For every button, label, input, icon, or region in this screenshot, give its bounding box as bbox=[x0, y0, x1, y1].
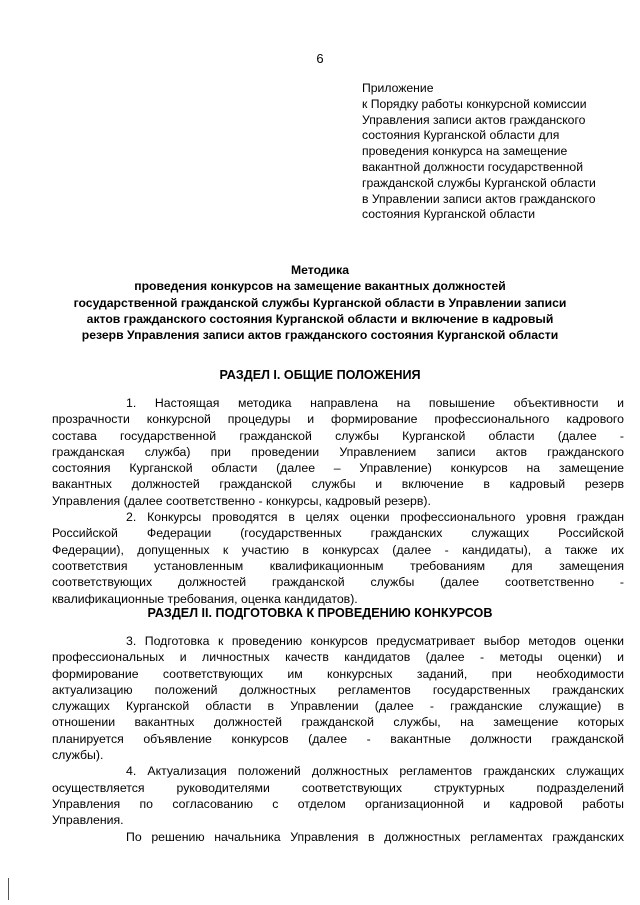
paragraph-line: вакантных должностей гражданской службы и включение в кадровый резерв bbox=[52, 477, 624, 492]
title-line: проведения конкурсов на замещение вакантных должностей bbox=[134, 279, 506, 294]
paragraph-line: 3. Подготовка к проведению конкурсов предусматривает выбор методов оценки bbox=[126, 634, 624, 648]
paragraph-line: служащих Курганской области в Управлении (далее - гражданские служащие) в bbox=[52, 699, 624, 714]
paragraph-line: Российской Федерации (государственных гражданских служащих Российской bbox=[52, 526, 624, 541]
paragraph-line: осуществляется руководителями соответствующих структурных подразделений bbox=[52, 780, 624, 795]
title-line: резерв Управления записи актов гражданского состояния Курганской области bbox=[81, 328, 559, 343]
margin-mark bbox=[8, 878, 9, 900]
paragraph-line: состояния Курганской области (далее – Управление) конкурсов на замещение bbox=[52, 461, 624, 476]
paragraph-line: состава государственной гражданской службы Курганской области (далее - bbox=[52, 428, 624, 443]
paragraph-line: Управления. bbox=[52, 813, 124, 828]
paragraph-line: 1. Настоящая методика направлена на повышение объективности и bbox=[126, 396, 624, 410]
appendix-line: проведения конкурса на замещение bbox=[362, 144, 568, 159]
section-1-body bbox=[52, 395, 624, 607]
paragraph-line: Федерации), допущенных к участию в конкурсах (далее - кандидаты), а также их bbox=[52, 542, 624, 557]
appendix-line: гражданской службы Курганской области bbox=[362, 175, 596, 190]
appendix-line: Управления записи актов гражданского bbox=[362, 112, 586, 127]
paragraph-line: профессиональных и личностных качеств кандидатов (далее - методы оценки) и bbox=[52, 650, 624, 665]
paragraph-line: 4. Актуализация положений должностных регламентов гражданских служащих bbox=[126, 764, 624, 779]
paragraph-line: службы). bbox=[52, 748, 104, 763]
paragraph-line: формирование соответствующих им конкурсных заданий, при необходимости bbox=[52, 666, 624, 681]
appendix-line: Приложение bbox=[362, 81, 434, 95]
title-line: государственной гражданской службы Курганской области в Управлении записи bbox=[73, 295, 567, 310]
paragraph-line: По решению начальника Управления в должностных регламентах гражданских bbox=[126, 829, 624, 844]
appendix-line: в Управлении записи актов гражданского bbox=[362, 191, 596, 206]
title-line: Методика bbox=[291, 263, 349, 277]
paragraph-line: планируется объявление конкурсов (далее - вакантные должности гражданской bbox=[52, 731, 624, 746]
paragraph-line: соответствия установленным квалификационным требованиям для замещения bbox=[52, 558, 624, 573]
document-title bbox=[0, 262, 640, 343]
paragraph-line: квалификационные требования, оценка кандидатов). bbox=[52, 591, 358, 606]
title-line: актов гражданского состояния Курганской области и включение в кадровый bbox=[86, 311, 554, 326]
page-number: 6 bbox=[316, 51, 324, 66]
paragraph-line: Управления по согласованию с отделом организационной и кадровой работы bbox=[52, 796, 624, 811]
paragraph-line: отношении вакантных должностей гражданской службы, на замещение которых bbox=[52, 715, 624, 730]
paragraph-line: актуализацию положений должностных регламентов государственных гражданских bbox=[52, 682, 624, 697]
appendix-line: состояния Курганской области для bbox=[362, 128, 560, 143]
section-2-body bbox=[52, 633, 624, 845]
appendix-block bbox=[362, 81, 622, 223]
appendix-line: состояния Курганской области bbox=[362, 207, 536, 222]
paragraph-line: 2. Конкурсы проводятся в целях оценки профессионального уровня граждан bbox=[126, 510, 624, 525]
paragraph-line: гражданская служба) при проведении Управлением записи актов гражданского bbox=[52, 444, 624, 459]
appendix-line: к Порядку работы конкурсной комиссии bbox=[362, 96, 587, 111]
section-1-heading: РАЗДЕЛ I. ОБЩИЕ ПОЛОЖЕНИЯ bbox=[219, 368, 421, 382]
appendix-line: вакантной должности государственной bbox=[362, 159, 584, 174]
paragraph-line: прозрачности конкурсной процедуры и формирование профессионального кадрового bbox=[52, 412, 624, 427]
section-2-heading: РАЗДЕЛ II. ПОДГОТОВКА К ПРОВЕДЕНИЮ КОНКУРСОВ bbox=[147, 606, 493, 620]
paragraph-line: Управления (далее соответственно - конкурсы, кадровый резерв). bbox=[52, 493, 431, 508]
paragraph-line: соответствующих должностей гражданской службы (далее соответственно - bbox=[52, 575, 624, 590]
